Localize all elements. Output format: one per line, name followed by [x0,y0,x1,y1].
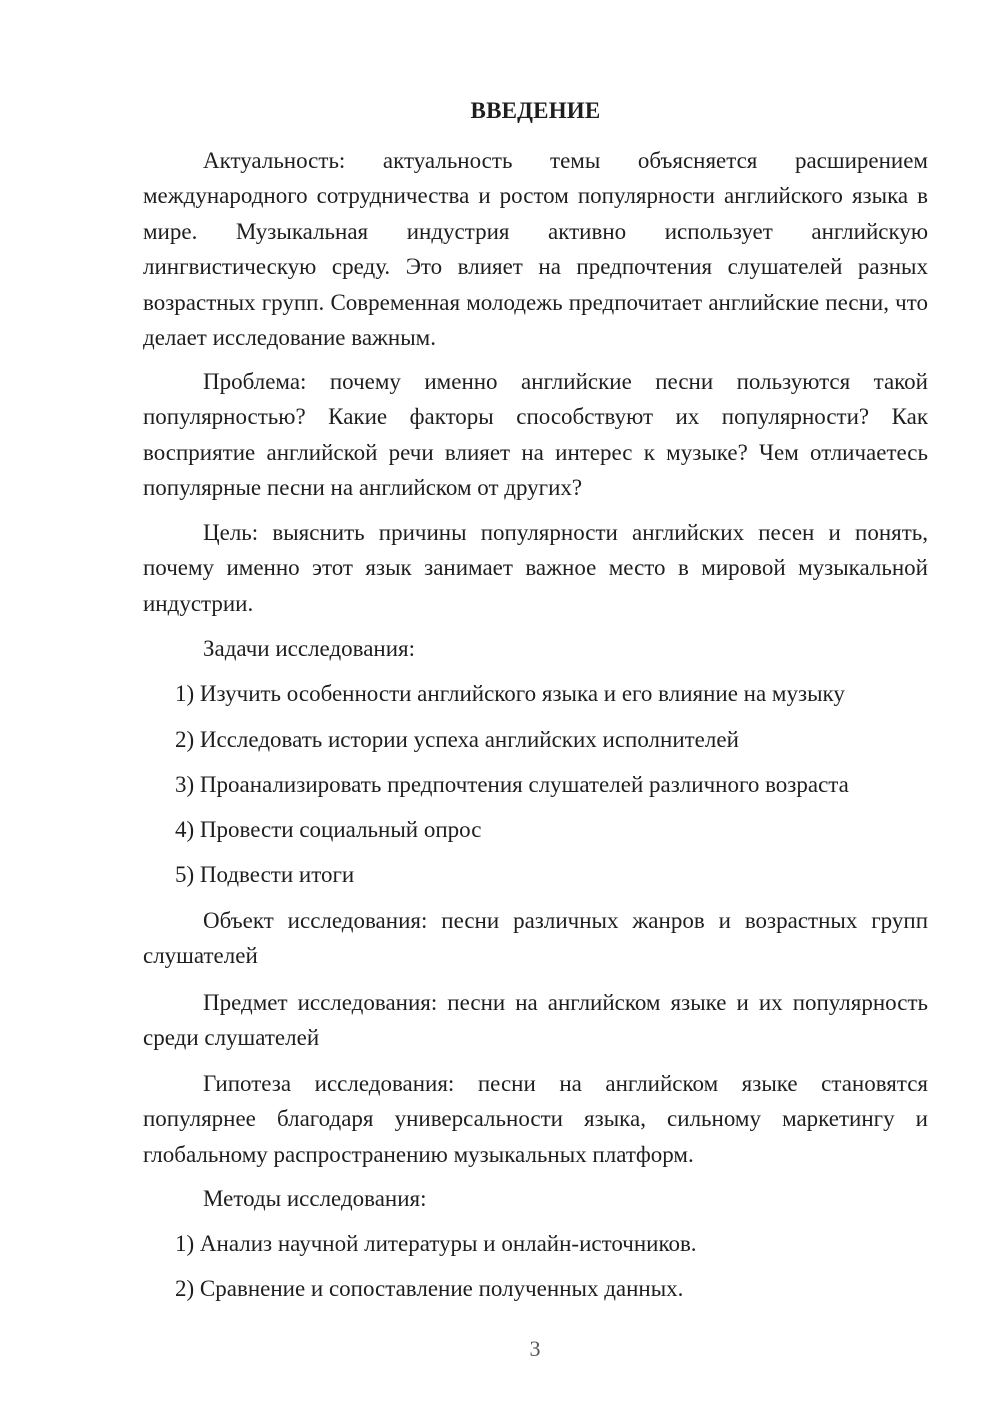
paragraph-goal: Цель: выяснить причины популярности английских песен и понять, почему именно этот язык занимает важное место в мировой музыкальной индустрии. [143,520,928,616]
section-title: ВВЕДЕНИЕ [470,98,601,123]
method-item-2: 2) Сравнение и сопоставление полученных данных. [175,1276,684,1301]
paragraph-object: Объект исследования: песни различных жанров и возрастных групп слушателей [143,908,928,969]
paragraph-subject: Предмет исследования: песни на английском языке и их популярность среди слушателей [143,990,928,1051]
task-item-1: 1) Изучить особенности английского языка и его влияние на музыку [175,681,845,706]
page-number: 3 [529,1336,541,1361]
tasks-heading: Задачи исследования: [203,636,416,661]
methods-heading: Методы исследования: [203,1186,427,1211]
paragraph-relevance: Актуальность: актуальность темы объясняется расширением международного сотрудничества и ростом популярности английского языка в мире. Музыкальная индустрия активно использует английскую лингвистическую среду. Это влияет на предпочтения слушателей разных возрастных групп. Современная молодежь предпочитает английские песни, что делает исследование важным. [143,148,928,351]
task-item-3: 3) Проанализировать предпочтения слушателей различного возраста [175,772,849,797]
task-item-2: 2) Исследовать истории успеха английских исполнителей [175,727,739,752]
task-item-5: 5) Подвести итоги [175,862,355,887]
paragraph-problem: Проблема: почему именно английские песни пользуются такой популярностью? Какие факторы способствуют их популярности? Как восприятие английской речи влияет на интерес к музыке? Чем отличаетесь популярные песни на английском от других? [143,369,928,501]
paragraph-hypothesis: Гипотеза исследования: песни на английском языке становятся популярнее благодаря универсальности языка, сильному маркетингу и глобальному распространению музыкальных платформ. [143,1071,928,1167]
task-item-4: 4) Провести социальный опрос [175,817,482,842]
method-item-1: 1) Анализ научной литературы и онлайн-источников. [175,1231,697,1256]
